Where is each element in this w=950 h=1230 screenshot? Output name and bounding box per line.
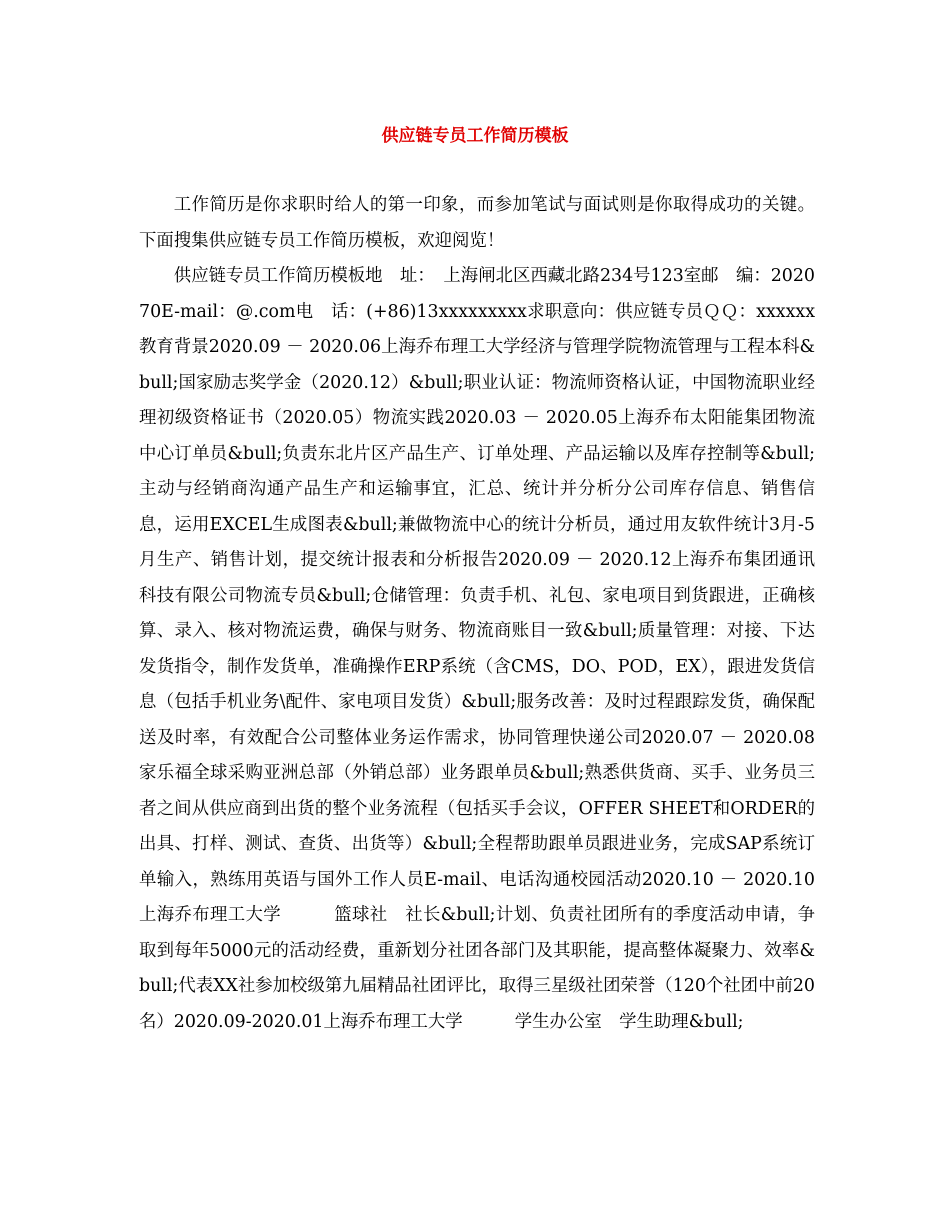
intro-paragraph: 工作简历是你求职时给人的第一印象，而参加笔试与面试则是你取得成功的关键。下面搜集供应链专员工作简历模板，欢迎阅览！: [139, 195, 815, 251]
document-title: 供应链专员工作简历模板: [381, 126, 569, 146]
document-body: [139, 188, 815, 1040]
resume-paragraph: 供应链专员工作简历模板地 址： 上海闸北区西藏北路234号123室邮 编：202070E-mail：@.com电 话：(+86)13xxxxxxxxx求职意向：供应链专员ＱＱ：xxxxxx教育背景2020.09 － 2020.06上海乔布理工大学经济与管理学院物流管理与工程本科&bull;国家励志奖学金（2020.12）&bull;职业认证：物流师资格认证，中国物流职业经理初级资格证书（2020.05）物流实践2020.03 － 2020.05上海乔布太阳能集团物流中心订单员&bull;负责东北片区产品生产、订单处理、产品运输以及库存控制等&bull;主动与经销商沟通产品生产和运输事宜，汇总、统计并分析分公司库存信息、销售信息，运用EXCEL生成图表&bull;兼做物流中心的统计分析员，通过用友软件统计3月-5月生产、销售计划，提交统计报表和分析报告2020.09 － 2020.12上海乔布集团通讯科技有限公司物流专员&bull;仓储管理：负责手机、礼包、家电项目到货跟进，正确核算、录入、核对物流运费，确保与财务、物流商账目一致&bull;质量管理：对接、下达发货指令，制作发货单，准确操作ERP系统（含CMS，DO、POD，EX），跟进发货信息（包括手机业务\配件、家电项目发货）&bull;服务改善：及时过程跟踪发货，确保配送及时率，有效配合公司整体业务运作需求，协同管理快递公司2020.07 － 2020.08家乐福全球采购亚洲总部（外销总部）业务跟单员&bull;熟悉供货商、买手、业务员三者之间从供应商到出货的整个业务流程（包括买手会议，OFFER SHEET和ORDER的出具、打样、测试、查货、出货等）&bull;全程帮助跟单员跟进业务，完成SAP系统订单输入，熟练用英语与国外工作人员E-mail、电话沟通校园活动2020.10 － 2020.10上海乔布理工大学 篮球社 社长&bull;计划、负责社团所有的季度活动申请，争取到每年5000元的活动经费，重新划分社团各部门及其职能，提高整体凝聚力、效率&bull;代表XX社参加校级第九届精品社团评比，取得三星级社团荣誉（120个社团中前20名）2020.09-2020.01上海乔布理工大学 学生办公室 学生助理&bull;: [139, 266, 815, 1032]
